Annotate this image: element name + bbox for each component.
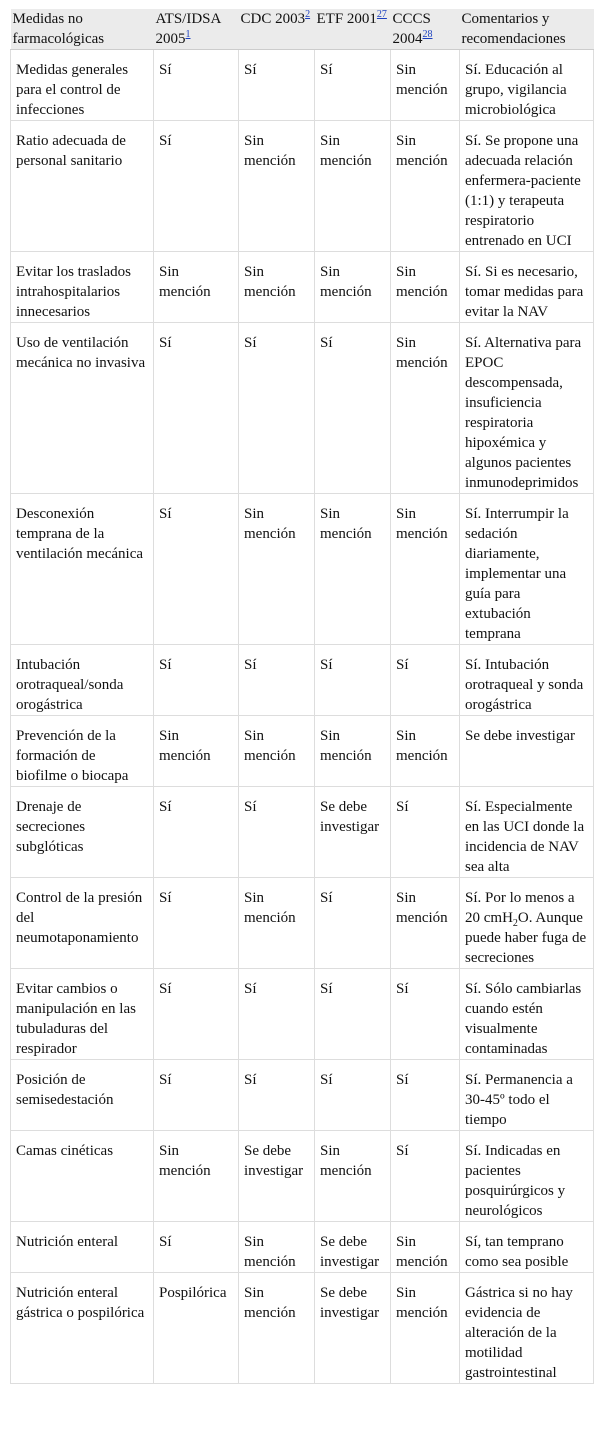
comment-cell: Sí. Permanencia a 30-45º todo el tiempo — [460, 1060, 594, 1131]
table-header-row — [11, 9, 594, 50]
table-row — [11, 121, 594, 252]
measure-cell: Camas cinéticas — [11, 1131, 154, 1222]
measure-cell: Nutrición enteral — [11, 1222, 154, 1273]
reference-link[interactable]: 28 — [422, 29, 433, 40]
etf-cell: Sí — [315, 50, 391, 121]
measure-cell: Posición de semisedestación — [11, 1060, 154, 1131]
comment-cell: Sí. Educación al grupo, vigilancia microbiológica — [460, 50, 594, 121]
table-row — [11, 1273, 594, 1384]
measure-cell: Intubación orotraqueal/sonda orogástrica — [11, 645, 154, 716]
etf-cell: Sin mención — [315, 716, 391, 787]
measure-cell: Control de la presión del neumotaponamiento — [11, 878, 154, 969]
ats-idsa-cell: Sí — [154, 878, 239, 969]
table-row — [11, 494, 594, 645]
ats-idsa-cell: Pospilórica — [154, 1273, 239, 1384]
cdc-cell: Sin mención — [239, 1222, 315, 1273]
cccs-cell: Sin mención — [391, 121, 460, 252]
reference-link[interactable]: 1 — [185, 29, 191, 40]
ats-idsa-cell: Sí — [154, 787, 239, 878]
table-row — [11, 787, 594, 878]
cdc-cell: Sí — [239, 50, 315, 121]
etf-cell: Sí — [315, 323, 391, 494]
reference-link[interactable]: 27 — [376, 9, 387, 20]
ats-idsa-cell: Sí — [154, 494, 239, 645]
comment-cell: Sí. Interrumpir la sedación diariamente, implementar una guía para extubación temprana — [460, 494, 594, 645]
cdc-cell: Sin mención — [239, 716, 315, 787]
cdc-cell: Sí — [239, 1060, 315, 1131]
ats-idsa-cell: Sí — [154, 1222, 239, 1273]
ats-idsa-cell: Sin mención — [154, 1131, 239, 1222]
ats-idsa-cell: Sí — [154, 121, 239, 252]
comment-cell: Sí. Intubación orotraqueal y sonda orogástrica — [460, 645, 594, 716]
cccs-cell: Sin mención — [391, 323, 460, 494]
cdc-cell: Sí — [239, 787, 315, 878]
comment-cell: Se debe investigar — [460, 716, 594, 787]
etf-cell: Sí — [315, 1060, 391, 1131]
header-comments: Comentarios y recomendaciones — [460, 9, 594, 50]
header-cccs: CCCS 2004$^{28}$ — [391, 9, 460, 50]
ats-idsa-cell: Sí — [154, 645, 239, 716]
etf-cell: Sin mención — [315, 121, 391, 252]
cccs-cell: Sin mención — [391, 878, 460, 969]
table-row — [11, 50, 594, 121]
cdc-cell: Sin mención — [239, 878, 315, 969]
cccs-cell: Sin mención — [391, 1222, 460, 1273]
measure-cell: Ratio adecuada de personal sanitario — [11, 121, 154, 252]
measures-table — [10, 9, 594, 1384]
table-row — [11, 969, 594, 1060]
measure-cell: Nutrición enteral gástrica o pospilórica — [11, 1273, 154, 1384]
etf-cell: Se debe investigar — [315, 787, 391, 878]
etf-cell: Sí — [315, 969, 391, 1060]
measure-cell: Evitar cambios o manipulación en las tubuladuras del respirador — [11, 969, 154, 1060]
etf-cell: Sí — [315, 878, 391, 969]
measure-cell: Desconexión temprana de la ventilación mecánica — [11, 494, 154, 645]
cdc-cell: Sin mención — [239, 494, 315, 645]
ats-idsa-cell: Sin mención — [154, 716, 239, 787]
ats-idsa-cell: Sí — [154, 323, 239, 494]
cdc-cell: Sin mención — [239, 121, 315, 252]
table-row — [11, 716, 594, 787]
cdc-cell: Sin mención — [239, 252, 315, 323]
etf-cell: Se debe investigar — [315, 1222, 391, 1273]
etf-cell: Se debe investigar — [315, 1273, 391, 1384]
header-etf: ETF 2001$^{27}$ — [315, 9, 391, 50]
header-ats-idsa: ATS/IDSA 2005$^1$ — [154, 9, 239, 50]
cccs-cell: Sin mención — [391, 252, 460, 323]
etf-cell: Sin mención — [315, 494, 391, 645]
comment-cell: Sí. Si es necesario, tomar medidas para evitar la NAV — [460, 252, 594, 323]
table-row — [11, 645, 594, 716]
cccs-cell: Sin mención — [391, 494, 460, 645]
table-row — [11, 1222, 594, 1273]
measure-cell: Medidas generales para el control de infecciones — [11, 50, 154, 121]
table-row — [11, 1131, 594, 1222]
etf-cell: Sin mención — [315, 252, 391, 323]
cccs-cell: Sí — [391, 1060, 460, 1131]
measure-cell: Prevención de la formación de biofilme o biocapa — [11, 716, 154, 787]
ats-idsa-cell: Sí — [154, 1060, 239, 1131]
cccs-cell: Sí — [391, 1131, 460, 1222]
table-row — [11, 252, 594, 323]
cccs-cell: Sin mención — [391, 50, 460, 121]
header-cdc: CDC 2003$^2$ — [239, 9, 315, 50]
measure-cell: Evitar los traslados intrahospitalarios innecesarios — [11, 252, 154, 323]
ats-idsa-cell: Sí — [154, 50, 239, 121]
cdc-cell: Sí — [239, 645, 315, 716]
table-row — [11, 878, 594, 969]
comment-cell: Sí. Por lo menos a 20 cmH$_2$O. Aunque puede haber fuga de secreciones — [460, 878, 594, 969]
table-row — [11, 1060, 594, 1131]
cccs-cell: Sin mención — [391, 1273, 460, 1384]
cccs-cell: Sí — [391, 787, 460, 878]
comment-cell: Sí. Sólo cambiarlas cuando estén visualmente contaminadas — [460, 969, 594, 1060]
ats-idsa-cell: Sí — [154, 969, 239, 1060]
ats-idsa-cell: Sin mención — [154, 252, 239, 323]
comment-cell: Sí, tan temprano como sea posible — [460, 1222, 594, 1273]
comment-cell: Gástrica si no hay evidencia de alteración de la motilidad gastrointestinal — [460, 1273, 594, 1384]
cdc-cell: Se debe investigar — [239, 1131, 315, 1222]
cdc-cell: Sin mención — [239, 1273, 315, 1384]
cccs-cell: Sin mención — [391, 716, 460, 787]
reference-link[interactable]: 2 — [305, 9, 311, 20]
cdc-cell: Sí — [239, 323, 315, 494]
comment-cell: Sí. Alternativa para EPOC descompensada, insuficiencia respiratoria hipoxémica y algunos pacientes inmunodeprimidos — [460, 323, 594, 494]
measure-cell: Uso de ventilación mecánica no invasiva — [11, 323, 154, 494]
comment-cell: Sí. Se propone una adecuada relación enfermera-paciente (1:1) y terapeuta respiratorio entrenado en UCI — [460, 121, 594, 252]
cccs-cell: Sí — [391, 645, 460, 716]
header-measures: Medidas no farmacológicas — [11, 9, 154, 50]
cccs-cell: Sí — [391, 969, 460, 1060]
etf-cell: Sí — [315, 645, 391, 716]
table-row — [11, 323, 594, 494]
cdc-cell: Sí — [239, 969, 315, 1060]
measure-cell: Drenaje de secreciones subglóticas — [11, 787, 154, 878]
etf-cell: Sin mención — [315, 1131, 391, 1222]
comment-cell: Sí. Indicadas en pacientes posquirúrgicos y neurológicos — [460, 1131, 594, 1222]
comment-cell: Sí. Especialmente en las UCI donde la incidencia de NAV sea alta — [460, 787, 594, 878]
